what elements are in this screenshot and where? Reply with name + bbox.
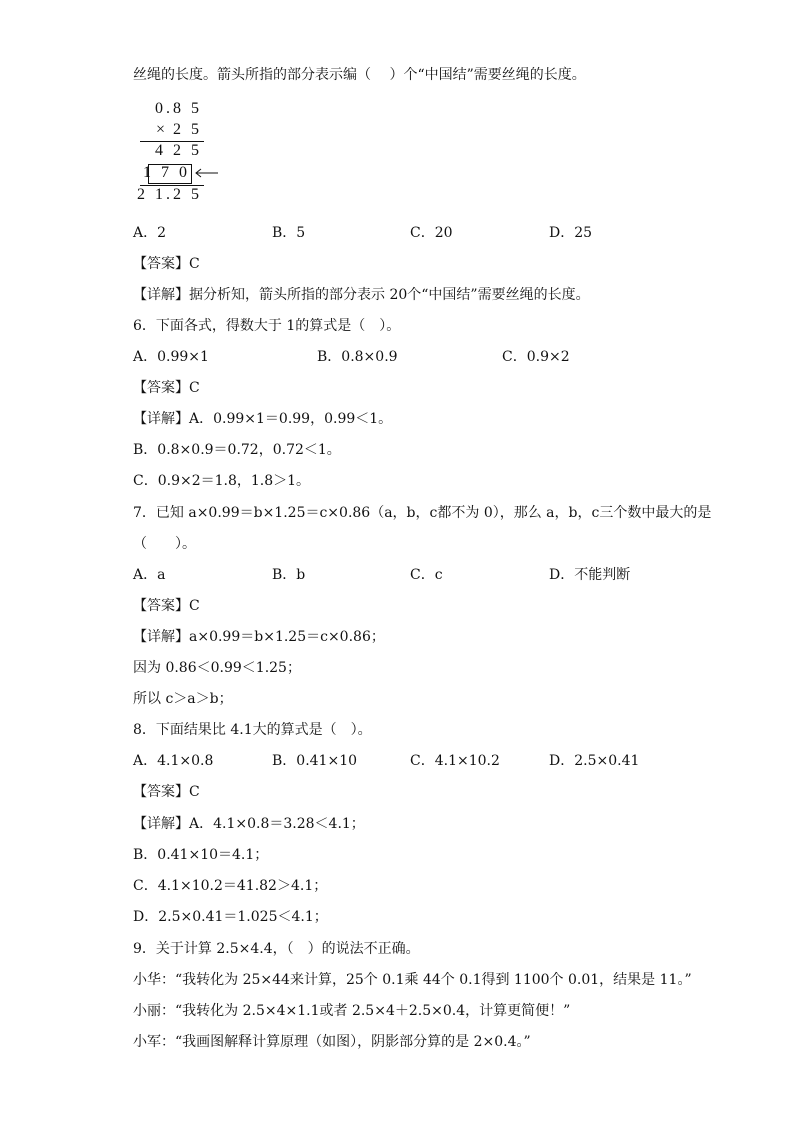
q8-explanation-d: D．2.5×0.41＝1.025＜4.1； <box>133 909 328 925</box>
partial-product-2: 1 7 0 <box>143 164 190 181</box>
q8-explanation-a: 【详解】A．4.1×0.8＝3.28＜4.1； <box>133 816 365 832</box>
q5-option-d[interactable]: D．25 <box>549 225 593 241</box>
q9-statement-xiaojun: 小军：“我画图解释计算原理（如图），阴影部分算的是 2×0.4。” <box>133 1034 531 1050</box>
q6-answer: 【答案】C <box>133 380 200 396</box>
q6-explanation-a: 【详解】A．0.99×1＝0.99，0.99＜1。 <box>133 411 393 427</box>
vertical-multiplication <box>137 100 230 210</box>
q7-option-c[interactable]: C．c <box>410 567 443 583</box>
q8-explanation-c: C．4.1×10.2＝41.82＞4.1； <box>133 878 328 894</box>
multiplier: 2 5 <box>173 121 202 138</box>
q6-option-b[interactable]: B．0.8×0.9 <box>317 349 398 365</box>
arrow-icon <box>192 164 220 182</box>
q5-answer: 【答案】C <box>133 256 200 272</box>
q8-option-d[interactable]: D．2.5×0.41 <box>549 753 640 769</box>
q8-option-a[interactable]: A．4.1×0.8 <box>133 753 214 769</box>
final-product: 2 1.2 5 <box>137 186 202 203</box>
question-5-text: 丝绳的长度。箭头所指的部分表示编（ ）个“中国结”需要丝绳的长度。 <box>133 67 586 83</box>
q7-answer: 【答案】C <box>133 598 200 614</box>
q5-option-b[interactable]: B．5 <box>272 225 306 241</box>
q5-option-c[interactable]: C．20 <box>410 225 453 241</box>
q7-explanation-b: 因为 0.86＜0.99＜1.25； <box>133 660 301 676</box>
q7-option-d[interactable]: D．不能判断 <box>549 567 631 583</box>
partial-product-1: 4 2 5 <box>155 142 202 159</box>
question-7-text: 7．已知 a×0.99＝b×1.25＝c×0.86（a，b，c都不为 0），那么 a，b，c三个数中最大的是 <box>133 505 712 521</box>
question-8-text: 8．下面结果比 4.1大的算式是（ ）。 <box>133 722 372 738</box>
multiplicand: 0.8 5 <box>155 100 202 117</box>
question-6-text: 6．下面各式，得数大于 1的算式是（ ）。 <box>133 318 401 334</box>
q8-option-b[interactable]: B．0.41×10 <box>272 753 358 769</box>
q9-statement-xiaoli: 小丽：“我转化为 2.5×4×1.1或者 2.5×4＋2.5×0.4，计算更简便！” <box>133 1003 571 1019</box>
q8-answer: 【答案】C <box>133 784 200 800</box>
q9-statement-xiaohua: 小华：“我转化为 25×44来计算，25个 0.1乘 44个 0.1得到 1100个 0.01，结果是 11。” <box>133 972 692 988</box>
q5-option-a[interactable]: A．2 <box>133 225 167 241</box>
q8-explanation-b: B．0.41×10＝4.1； <box>133 847 269 863</box>
q7-option-a[interactable]: A．a <box>133 567 166 583</box>
q7-explanation-c: 所以 c＞a＞b； <box>133 691 233 707</box>
q8-option-c[interactable]: C．4.1×10.2 <box>410 753 500 769</box>
q7-explanation-a: 【详解】a×0.99＝b×1.25＝c×0.86； <box>133 629 385 645</box>
question-9-text: 9．关于计算 2.5×4.4，（ ）的说法不正确。 <box>133 941 420 957</box>
times-sign: × <box>155 121 168 138</box>
q6-explanation-c: C．0.9×2＝1.8，1.8＞1。 <box>133 473 311 489</box>
q6-option-a[interactable]: A．0.99×1 <box>133 349 209 365</box>
q7-option-b[interactable]: B．b <box>272 567 306 583</box>
question-7-text-cont: （ ）。 <box>133 536 196 552</box>
q6-option-c[interactable]: C．0.9×2 <box>502 349 570 365</box>
q5-explanation: 【详解】据分析知，箭头所指的部分表示 20个“中国结”需要丝绳的长度。 <box>133 287 590 303</box>
q6-explanation-b: B．0.8×0.9＝0.72，0.72＜1。 <box>133 442 341 458</box>
